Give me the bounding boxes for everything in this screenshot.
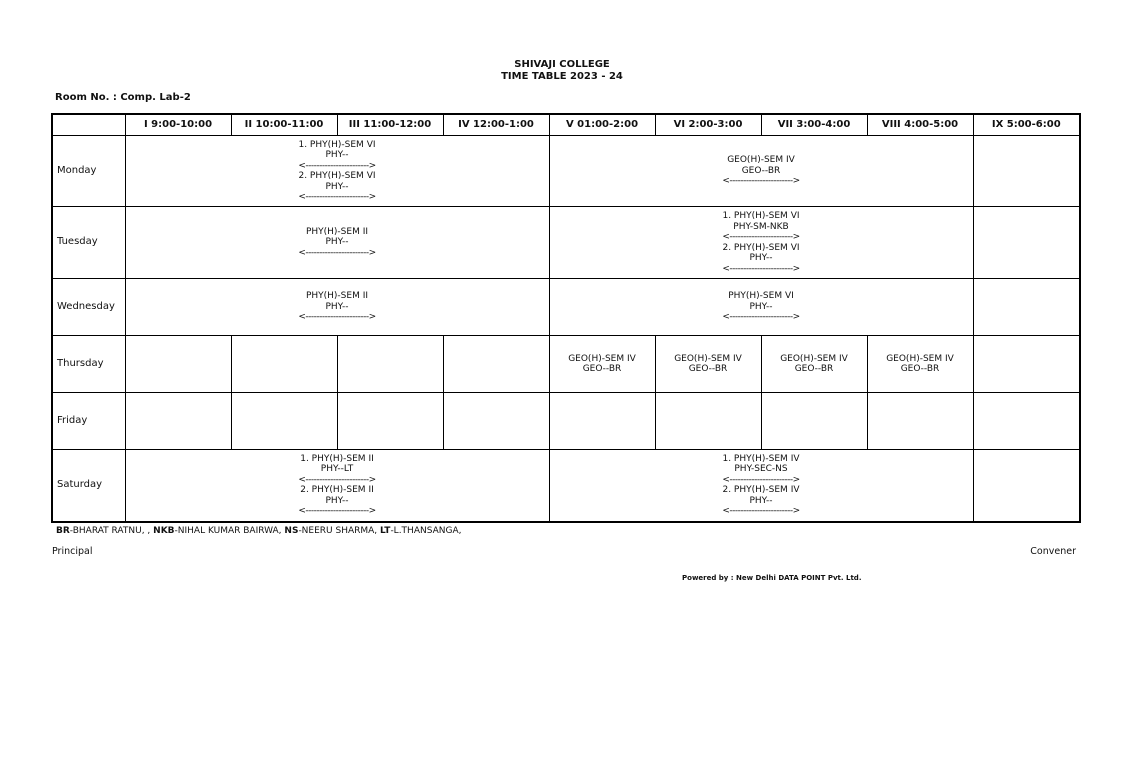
corner-cell: [52, 114, 125, 136]
period-header: IX 5:00-6:00: [973, 114, 1080, 136]
schedule-cell: [125, 207, 549, 279]
schedule-cell: [443, 393, 549, 450]
cell-text: PHY--: [325, 237, 349, 248]
period-header: III 11:00-12:00: [337, 114, 443, 136]
cell-text: PHY--: [325, 150, 349, 160]
period-header: IV 12:00-1:00: [443, 114, 549, 136]
page-header: [0, 59, 1124, 83]
cell-text: PHY--: [749, 253, 773, 263]
period-header: V 01:00-2:00: [549, 114, 655, 136]
period-header: VI 2:00-3:00: [655, 114, 761, 136]
schedule-cell: [549, 393, 655, 450]
schedule-cell: [125, 336, 231, 393]
span-arrow: <----------------------->: [722, 232, 800, 242]
cell-text: PHY(H)-SEM II: [305, 226, 369, 237]
cell-text: PHY--: [749, 495, 773, 506]
legend-code: LT: [380, 526, 391, 536]
cell-text: GEO(H)-SEM IV: [674, 353, 742, 364]
span-arrow: <----------------------->: [298, 192, 376, 202]
cell-text: GEO(H)-SEM IV: [886, 353, 954, 364]
cell-text: 1. PHY(H)-SEM IV: [722, 453, 800, 464]
schedule-cell: [761, 336, 867, 393]
schedule-cell: [337, 336, 443, 393]
schedule-cell: [973, 207, 1080, 279]
cell-text: PHY--: [325, 495, 349, 506]
span-arrow: <----------------------->: [298, 474, 376, 485]
cell-text: PHY(H)-SEM VI: [728, 291, 794, 302]
legend-code: BR: [56, 526, 70, 536]
span-arrow: <----------------------->: [722, 506, 800, 517]
legend-name: -NIHAL KUMAR BAIRWA,: [174, 526, 282, 536]
convener-label: Convener: [1030, 546, 1076, 557]
cell-text: 1. PHY(H)-SEM VI: [298, 139, 376, 150]
cell-text: GEO(H)-SEM IV: [568, 353, 636, 364]
schedule-cell: [549, 136, 973, 207]
period-header: VII 3:00-4:00: [761, 114, 867, 136]
day-row: [52, 279, 1080, 336]
span-arrow: <----------------------->: [298, 160, 376, 171]
schedule-cell: [655, 393, 761, 450]
cell-text: GEO--BR: [900, 364, 940, 374]
day-row: [52, 207, 1080, 279]
day-label: Friday: [52, 393, 125, 450]
cell-text: PHY--LT: [320, 464, 354, 475]
cell-text: PHY-SEC-NS: [734, 464, 788, 475]
cell-text: 2. PHY(H)-SEM II: [300, 485, 374, 496]
legend-name: -L.THANSANGA,: [390, 526, 462, 536]
day-row: [52, 136, 1080, 207]
day-row: [52, 336, 1080, 393]
cell-text: 2. PHY(H)-SEM VI: [298, 171, 376, 181]
schedule-cell: [867, 393, 973, 450]
cell-text: PHY--: [325, 301, 349, 312]
cell-text: 2. PHY(H)-SEM IV: [722, 485, 800, 496]
period-header-row: [52, 114, 1080, 136]
day-label: Tuesday: [52, 207, 125, 279]
room-label: Room No. : Comp. Lab-2: [55, 92, 191, 103]
cell-text: 1. PHY(H)-SEM VI: [722, 211, 800, 221]
schedule-cell: [973, 279, 1080, 336]
day-label: Thursday: [52, 336, 125, 393]
college-name: SHIVAJI COLLEGE: [514, 59, 610, 70]
span-arrow: <----------------------->: [722, 263, 800, 274]
schedule-cell: [125, 136, 549, 207]
schedule-cell: [337, 393, 443, 450]
schedule-cell: [549, 336, 655, 393]
legend-code: NKB: [153, 526, 175, 536]
powered-by-label: Powered by : New Delhi DATA POINT Pvt. Ltd.: [682, 574, 862, 582]
schedule-cell: [125, 393, 231, 450]
schedule-cell: [655, 336, 761, 393]
day-label: Wednesday: [52, 279, 125, 336]
schedule-cell: [125, 450, 549, 522]
cell-text: GEO(H)-SEM IV: [780, 353, 848, 364]
schedule-cell: [231, 393, 337, 450]
day-label: Saturday: [52, 450, 125, 522]
cell-text: PHY--: [749, 301, 773, 312]
span-arrow: <----------------------->: [722, 312, 800, 323]
legend-name: -BHARAT RATNU, ,: [69, 526, 151, 536]
principal-label: Principal: [52, 546, 93, 557]
day-label: Monday: [52, 136, 125, 207]
schedule-cell: [973, 450, 1080, 522]
period-header: I 9:00-10:00: [125, 114, 231, 136]
schedule-cell: [549, 279, 973, 336]
schedule-cell: [867, 336, 973, 393]
legend-code: NS: [284, 526, 299, 536]
schedule-cell: [443, 336, 549, 393]
schedule-cell: [231, 336, 337, 393]
cell-text: GEO--BR: [582, 364, 622, 374]
cell-text: 2. PHY(H)-SEM VI: [722, 242, 800, 253]
schedule-cell: [549, 450, 973, 522]
day-row: [52, 393, 1080, 450]
cell-text: PHY(H)-SEM II: [305, 291, 369, 302]
schedule-cell: [973, 136, 1080, 207]
cell-text: 1. PHY(H)-SEM II: [300, 453, 374, 464]
cell-text: PHY--: [325, 181, 349, 192]
cell-text: GEO--BR: [741, 165, 781, 176]
day-row: [52, 450, 1080, 522]
period-header: VIII 4:00-5:00: [867, 114, 973, 136]
span-arrow: <----------------------->: [722, 176, 800, 187]
timetable-title: TIME TABLE 2023 - 24: [501, 71, 623, 82]
span-arrow: <----------------------->: [298, 247, 376, 258]
cell-text: PHY-SM-NKB: [733, 221, 789, 232]
schedule-cell: [973, 393, 1080, 450]
span-arrow: <----------------------->: [298, 312, 376, 323]
schedule-cell: [761, 393, 867, 450]
span-arrow: <----------------------->: [722, 474, 800, 485]
cell-text: GEO(H)-SEM IV: [727, 155, 795, 166]
cell-text: GEO--BR: [794, 364, 834, 374]
schedule-cell: [549, 207, 973, 279]
timetable: [51, 113, 1081, 523]
faculty-legend: [56, 526, 461, 536]
cell-text: GEO--BR: [688, 364, 728, 374]
legend-name: -NEERU SHARMA,: [298, 526, 378, 536]
schedule-cell: [973, 336, 1080, 393]
span-arrow: <----------------------->: [298, 506, 376, 517]
schedule-cell: [125, 279, 549, 336]
period-header: II 10:00-11:00: [231, 114, 337, 136]
